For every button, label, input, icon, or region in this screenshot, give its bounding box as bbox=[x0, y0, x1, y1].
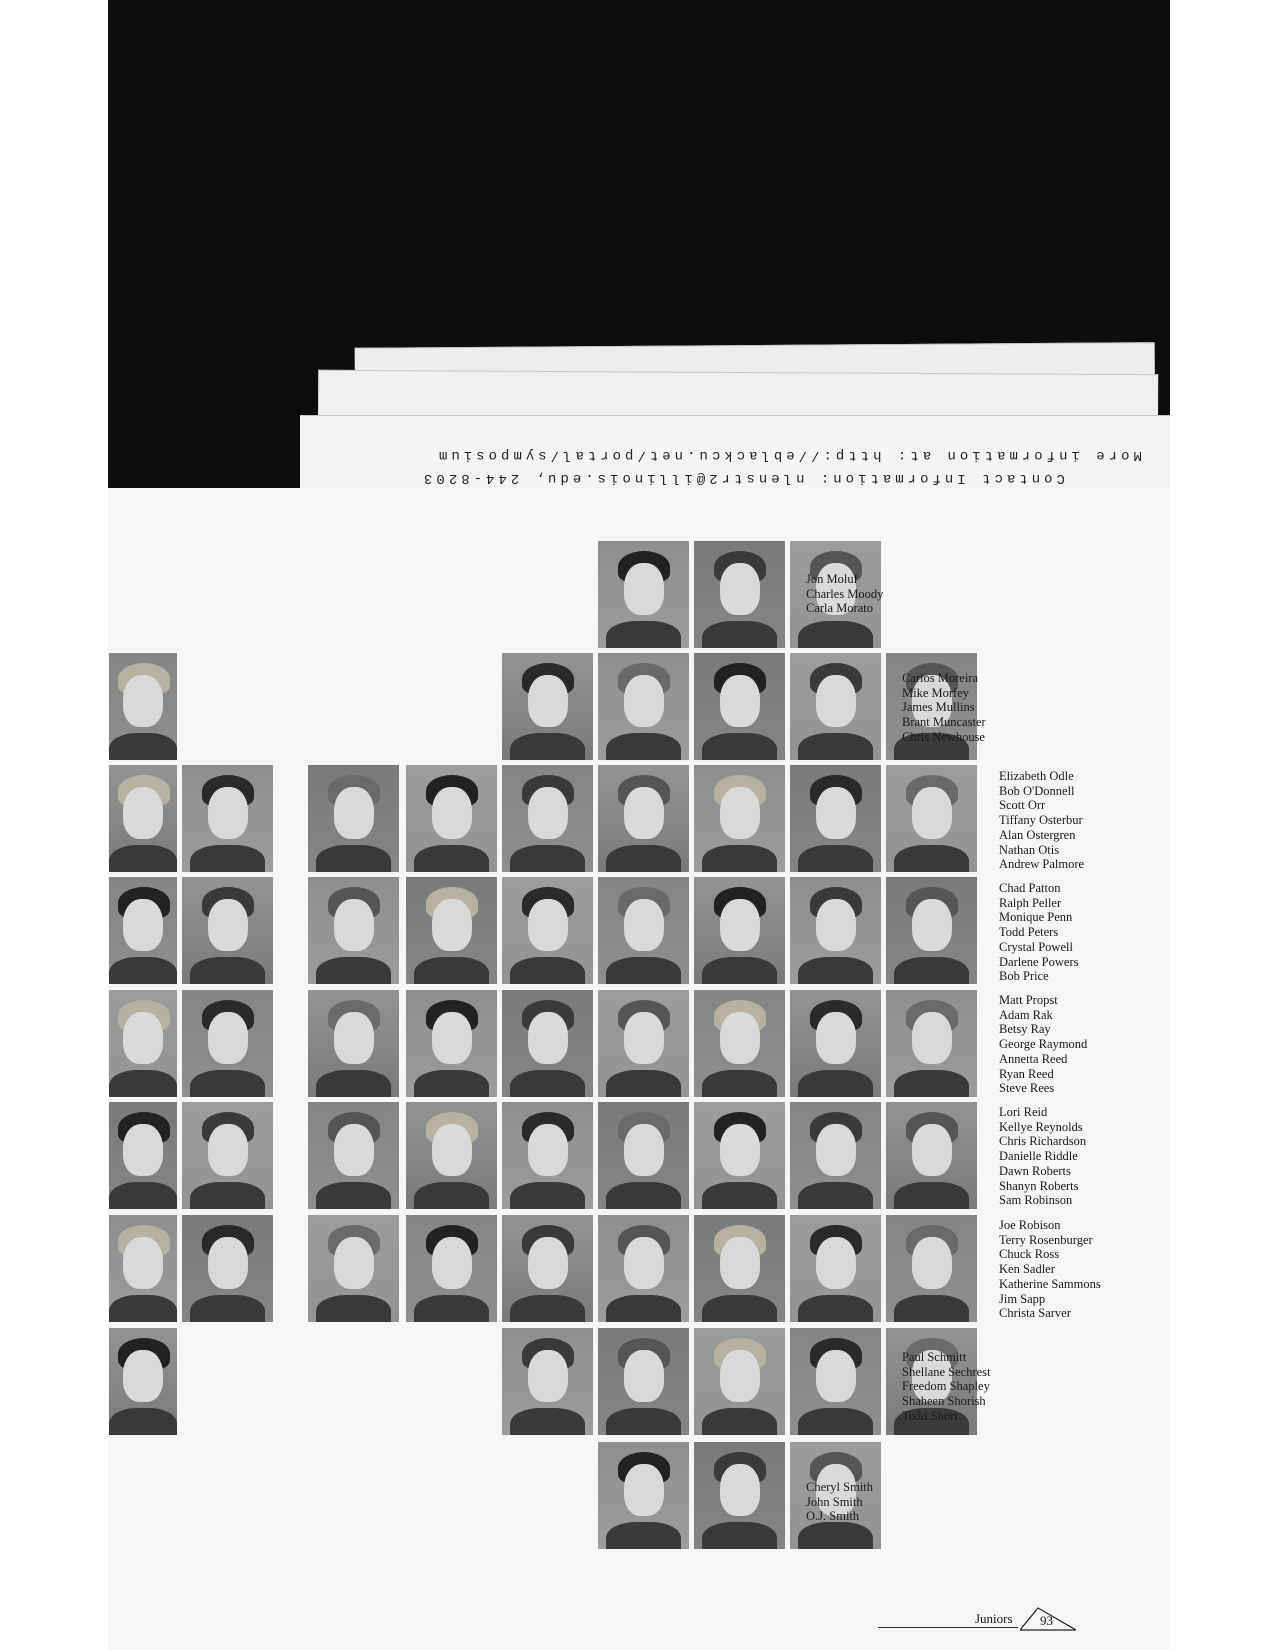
student-portrait bbox=[598, 541, 689, 648]
page-margin-right bbox=[1170, 0, 1275, 1650]
student-name: Betsy Ray bbox=[999, 1022, 1051, 1037]
student-name: Charles Moody bbox=[806, 586, 884, 601]
student-name: Terry Rosenburger bbox=[999, 1232, 1093, 1247]
student-name: Adam Rak bbox=[999, 1007, 1053, 1022]
student-portrait bbox=[886, 1102, 977, 1209]
student-name: Dawn Roberts bbox=[999, 1163, 1071, 1178]
student-name: Katherine Sammons bbox=[999, 1276, 1101, 1291]
student-portrait bbox=[694, 877, 785, 984]
student-name: Sam Robinson bbox=[999, 1193, 1073, 1208]
student-portrait bbox=[694, 1328, 785, 1435]
student-name: O.J. Smith bbox=[806, 1509, 860, 1524]
student-portrait bbox=[598, 765, 689, 872]
student-portrait bbox=[308, 877, 399, 984]
inverted-info-line: More information at: http://eblackcu.net/portal/symposium bbox=[435, 447, 1142, 463]
student-name: Brant Muncaster bbox=[902, 715, 986, 730]
student-name: Shellane Sechrest bbox=[902, 1364, 991, 1379]
student-name: Steve Rees bbox=[999, 1081, 1055, 1096]
page-margin-left bbox=[0, 0, 108, 1650]
name-list bbox=[999, 1218, 1101, 1321]
student-name: Matt Propst bbox=[999, 993, 1058, 1007]
student-name: Bob Price bbox=[999, 969, 1049, 984]
student-name: Joe Robison bbox=[999, 1218, 1061, 1232]
student-name: Bob O'Donnell bbox=[999, 783, 1075, 798]
name-list bbox=[999, 769, 1084, 872]
student-portrait bbox=[694, 990, 785, 1097]
student-portrait bbox=[598, 653, 689, 760]
student-portrait bbox=[502, 990, 593, 1097]
student-portrait bbox=[182, 1102, 273, 1209]
student-portrait bbox=[406, 1215, 497, 1322]
student-portrait bbox=[886, 1215, 977, 1322]
page-number: 93 bbox=[1040, 1613, 1053, 1628]
student-portrait bbox=[182, 990, 273, 1097]
student-name: Freedom Shapley bbox=[902, 1379, 990, 1394]
student-portrait bbox=[886, 765, 977, 872]
student-name: Carlos Moreira bbox=[902, 671, 979, 685]
student-name: Carla Morato bbox=[806, 601, 873, 616]
student-portrait bbox=[598, 1215, 689, 1322]
student-portrait bbox=[109, 1215, 177, 1322]
student-portrait bbox=[502, 1328, 593, 1435]
student-name: Todd Peters bbox=[999, 925, 1059, 940]
student-portrait bbox=[886, 877, 977, 984]
student-portrait bbox=[886, 990, 977, 1097]
student-portrait bbox=[790, 1215, 881, 1322]
student-name: Ralph Peller bbox=[999, 895, 1062, 910]
student-portrait bbox=[598, 1328, 689, 1435]
student-name: Christa Sarver bbox=[999, 1306, 1071, 1321]
student-portrait bbox=[502, 1102, 593, 1209]
student-name: Jim Sapp bbox=[999, 1291, 1046, 1306]
student-portrait bbox=[790, 1102, 881, 1209]
student-name: Ryan Reed bbox=[999, 1066, 1054, 1081]
section-label: Juniors bbox=[975, 1611, 1013, 1626]
student-name: Shaheen Shorish bbox=[902, 1394, 986, 1409]
student-name: Monique Penn bbox=[999, 910, 1073, 925]
name-list bbox=[999, 993, 1087, 1096]
student-portrait bbox=[598, 1102, 689, 1209]
student-portrait bbox=[182, 1215, 273, 1322]
student-portrait bbox=[182, 765, 273, 872]
student-portrait bbox=[598, 1442, 689, 1549]
name-list bbox=[902, 671, 986, 745]
student-name: Darlene Powers bbox=[999, 954, 1079, 969]
student-name: Ken Sadler bbox=[999, 1262, 1055, 1277]
student-portrait bbox=[406, 877, 497, 984]
student-portrait bbox=[109, 1102, 177, 1209]
student-name: Chris Newhouse bbox=[902, 729, 985, 744]
student-portrait bbox=[502, 1215, 593, 1322]
student-portrait bbox=[406, 990, 497, 1097]
student-name: James Mullins bbox=[902, 700, 975, 715]
student-portrait bbox=[109, 877, 177, 984]
student-portrait bbox=[790, 1328, 881, 1435]
student-portrait bbox=[502, 653, 593, 760]
student-portrait bbox=[502, 765, 593, 872]
student-name: Chuck Ross bbox=[999, 1247, 1060, 1262]
student-name: Shanyn Roberts bbox=[999, 1178, 1079, 1193]
student-portrait bbox=[694, 1442, 785, 1549]
name-list bbox=[806, 572, 883, 616]
student-portrait bbox=[308, 1215, 399, 1322]
student-portrait bbox=[308, 1102, 399, 1209]
student-portrait bbox=[406, 1102, 497, 1209]
student-name: Nathan Otis bbox=[999, 842, 1060, 857]
student-name: Andrew Palmore bbox=[999, 857, 1085, 872]
student-name: Annetta Reed bbox=[999, 1051, 1068, 1066]
student-name: Chris Richardson bbox=[999, 1134, 1087, 1149]
name-list bbox=[999, 1105, 1086, 1208]
name-list bbox=[902, 1350, 991, 1424]
student-name: Chad Patton bbox=[999, 881, 1061, 895]
student-portrait bbox=[308, 765, 399, 872]
student-portrait bbox=[109, 1328, 177, 1435]
name-list bbox=[806, 1480, 873, 1524]
student-portrait bbox=[308, 990, 399, 1097]
student-name: Paul Schmitt bbox=[902, 1350, 967, 1364]
student-portrait bbox=[109, 990, 177, 1097]
student-portrait bbox=[109, 653, 177, 760]
student-portrait bbox=[694, 765, 785, 872]
student-name: Jon Moluf bbox=[806, 572, 858, 586]
student-portrait bbox=[406, 765, 497, 872]
student-name: George Raymond bbox=[999, 1037, 1088, 1052]
student-portrait bbox=[109, 765, 177, 872]
name-list bbox=[999, 881, 1079, 984]
student-name: Lori Reid bbox=[999, 1105, 1048, 1119]
student-name: Tiffany Osterbur bbox=[999, 813, 1083, 828]
student-name: Scott Orr bbox=[999, 798, 1046, 813]
student-portrait bbox=[790, 877, 881, 984]
student-portrait bbox=[182, 877, 273, 984]
student-name: Cheryl Smith bbox=[806, 1480, 874, 1494]
student-name: Kellye Reynolds bbox=[999, 1119, 1083, 1134]
student-name: Elizabeth Odle bbox=[999, 769, 1074, 783]
student-portrait bbox=[694, 653, 785, 760]
student-name: Mike Morfey bbox=[902, 685, 969, 700]
student-portrait bbox=[694, 1102, 785, 1209]
student-portrait bbox=[598, 877, 689, 984]
student-name: Danielle Riddle bbox=[999, 1149, 1078, 1164]
student-portrait bbox=[790, 653, 881, 760]
student-portrait bbox=[694, 541, 785, 648]
footer-rule bbox=[878, 1627, 1018, 1628]
student-portrait bbox=[694, 1215, 785, 1322]
student-name: John Smith bbox=[806, 1494, 863, 1509]
student-portrait bbox=[790, 990, 881, 1097]
student-portrait bbox=[790, 765, 881, 872]
student-name: Todd Short bbox=[902, 1408, 958, 1423]
student-name: Alan Ostergren bbox=[999, 827, 1076, 842]
student-portrait bbox=[502, 877, 593, 984]
inverted-contact-line: Contact Information: nlenstr2@illinois.edu, 244-8203 bbox=[420, 470, 1065, 486]
student-portrait bbox=[598, 990, 689, 1097]
student-name: Crystal Powell bbox=[999, 939, 1073, 954]
